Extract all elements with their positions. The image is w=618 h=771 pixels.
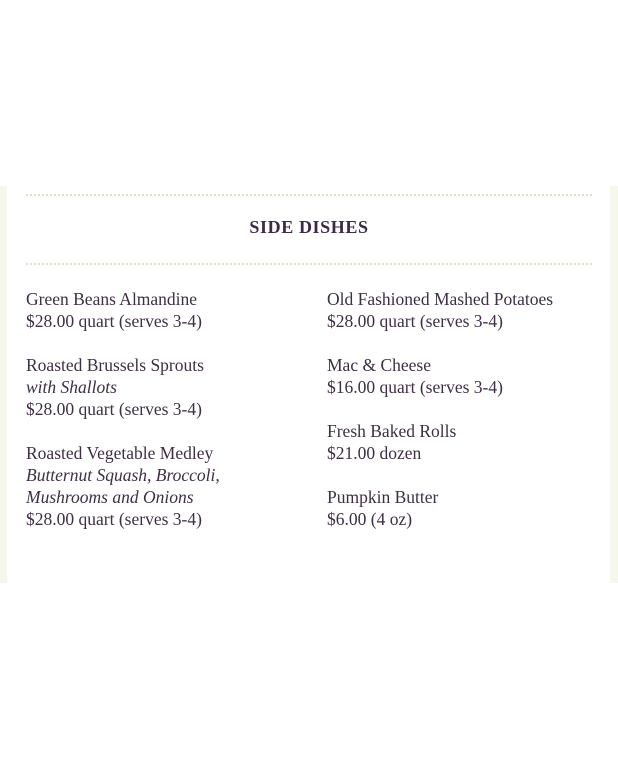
menu-item — [327, 288, 597, 332]
top-dotted-divider — [26, 194, 592, 196]
item-description: with Shallots — [26, 377, 117, 397]
menu-item — [26, 442, 296, 530]
bottom-dotted-divider — [26, 263, 592, 265]
side-dishes-menu-card — [0, 186, 618, 583]
left-edge-border — [0, 186, 7, 583]
menu-item — [327, 354, 597, 398]
menu-item — [26, 288, 296, 332]
menu-item — [327, 420, 597, 464]
item-price: $16.00 quart (serves 3-4) — [327, 377, 503, 397]
item-price: $28.00 quart (serves 3-4) — [26, 311, 202, 331]
item-price: $28.00 quart (serves 3-4) — [26, 399, 202, 419]
item-name: Fresh Baked Rolls — [327, 421, 457, 441]
item-name: Pumpkin Butter — [327, 487, 439, 507]
menu-column-left — [26, 288, 296, 552]
menu-column-right — [327, 288, 597, 552]
item-price: $28.00 quart (serves 3-4) — [327, 311, 503, 331]
item-price: $21.00 dozen — [327, 443, 422, 463]
item-name: Roasted Brussels Sprouts — [26, 355, 204, 375]
menu-item — [26, 354, 296, 420]
item-price: $28.00 quart (serves 3-4) — [26, 509, 202, 529]
section-title: SIDE DISHES — [249, 217, 369, 237]
item-description: Butternut Squash, Broccoli, — [26, 465, 220, 485]
item-price: $6.00 (4 oz) — [327, 509, 413, 529]
item-name: Mac & Cheese — [327, 355, 431, 375]
menu-item — [327, 486, 597, 530]
item-name: Roasted Vegetable Medley — [26, 443, 214, 463]
item-description: Mushrooms and Onions — [26, 487, 194, 507]
item-name: Old Fashioned Mashed Potatoes — [327, 289, 554, 309]
item-name: Green Beans Almandine — [26, 289, 198, 309]
right-edge-border — [610, 186, 618, 583]
